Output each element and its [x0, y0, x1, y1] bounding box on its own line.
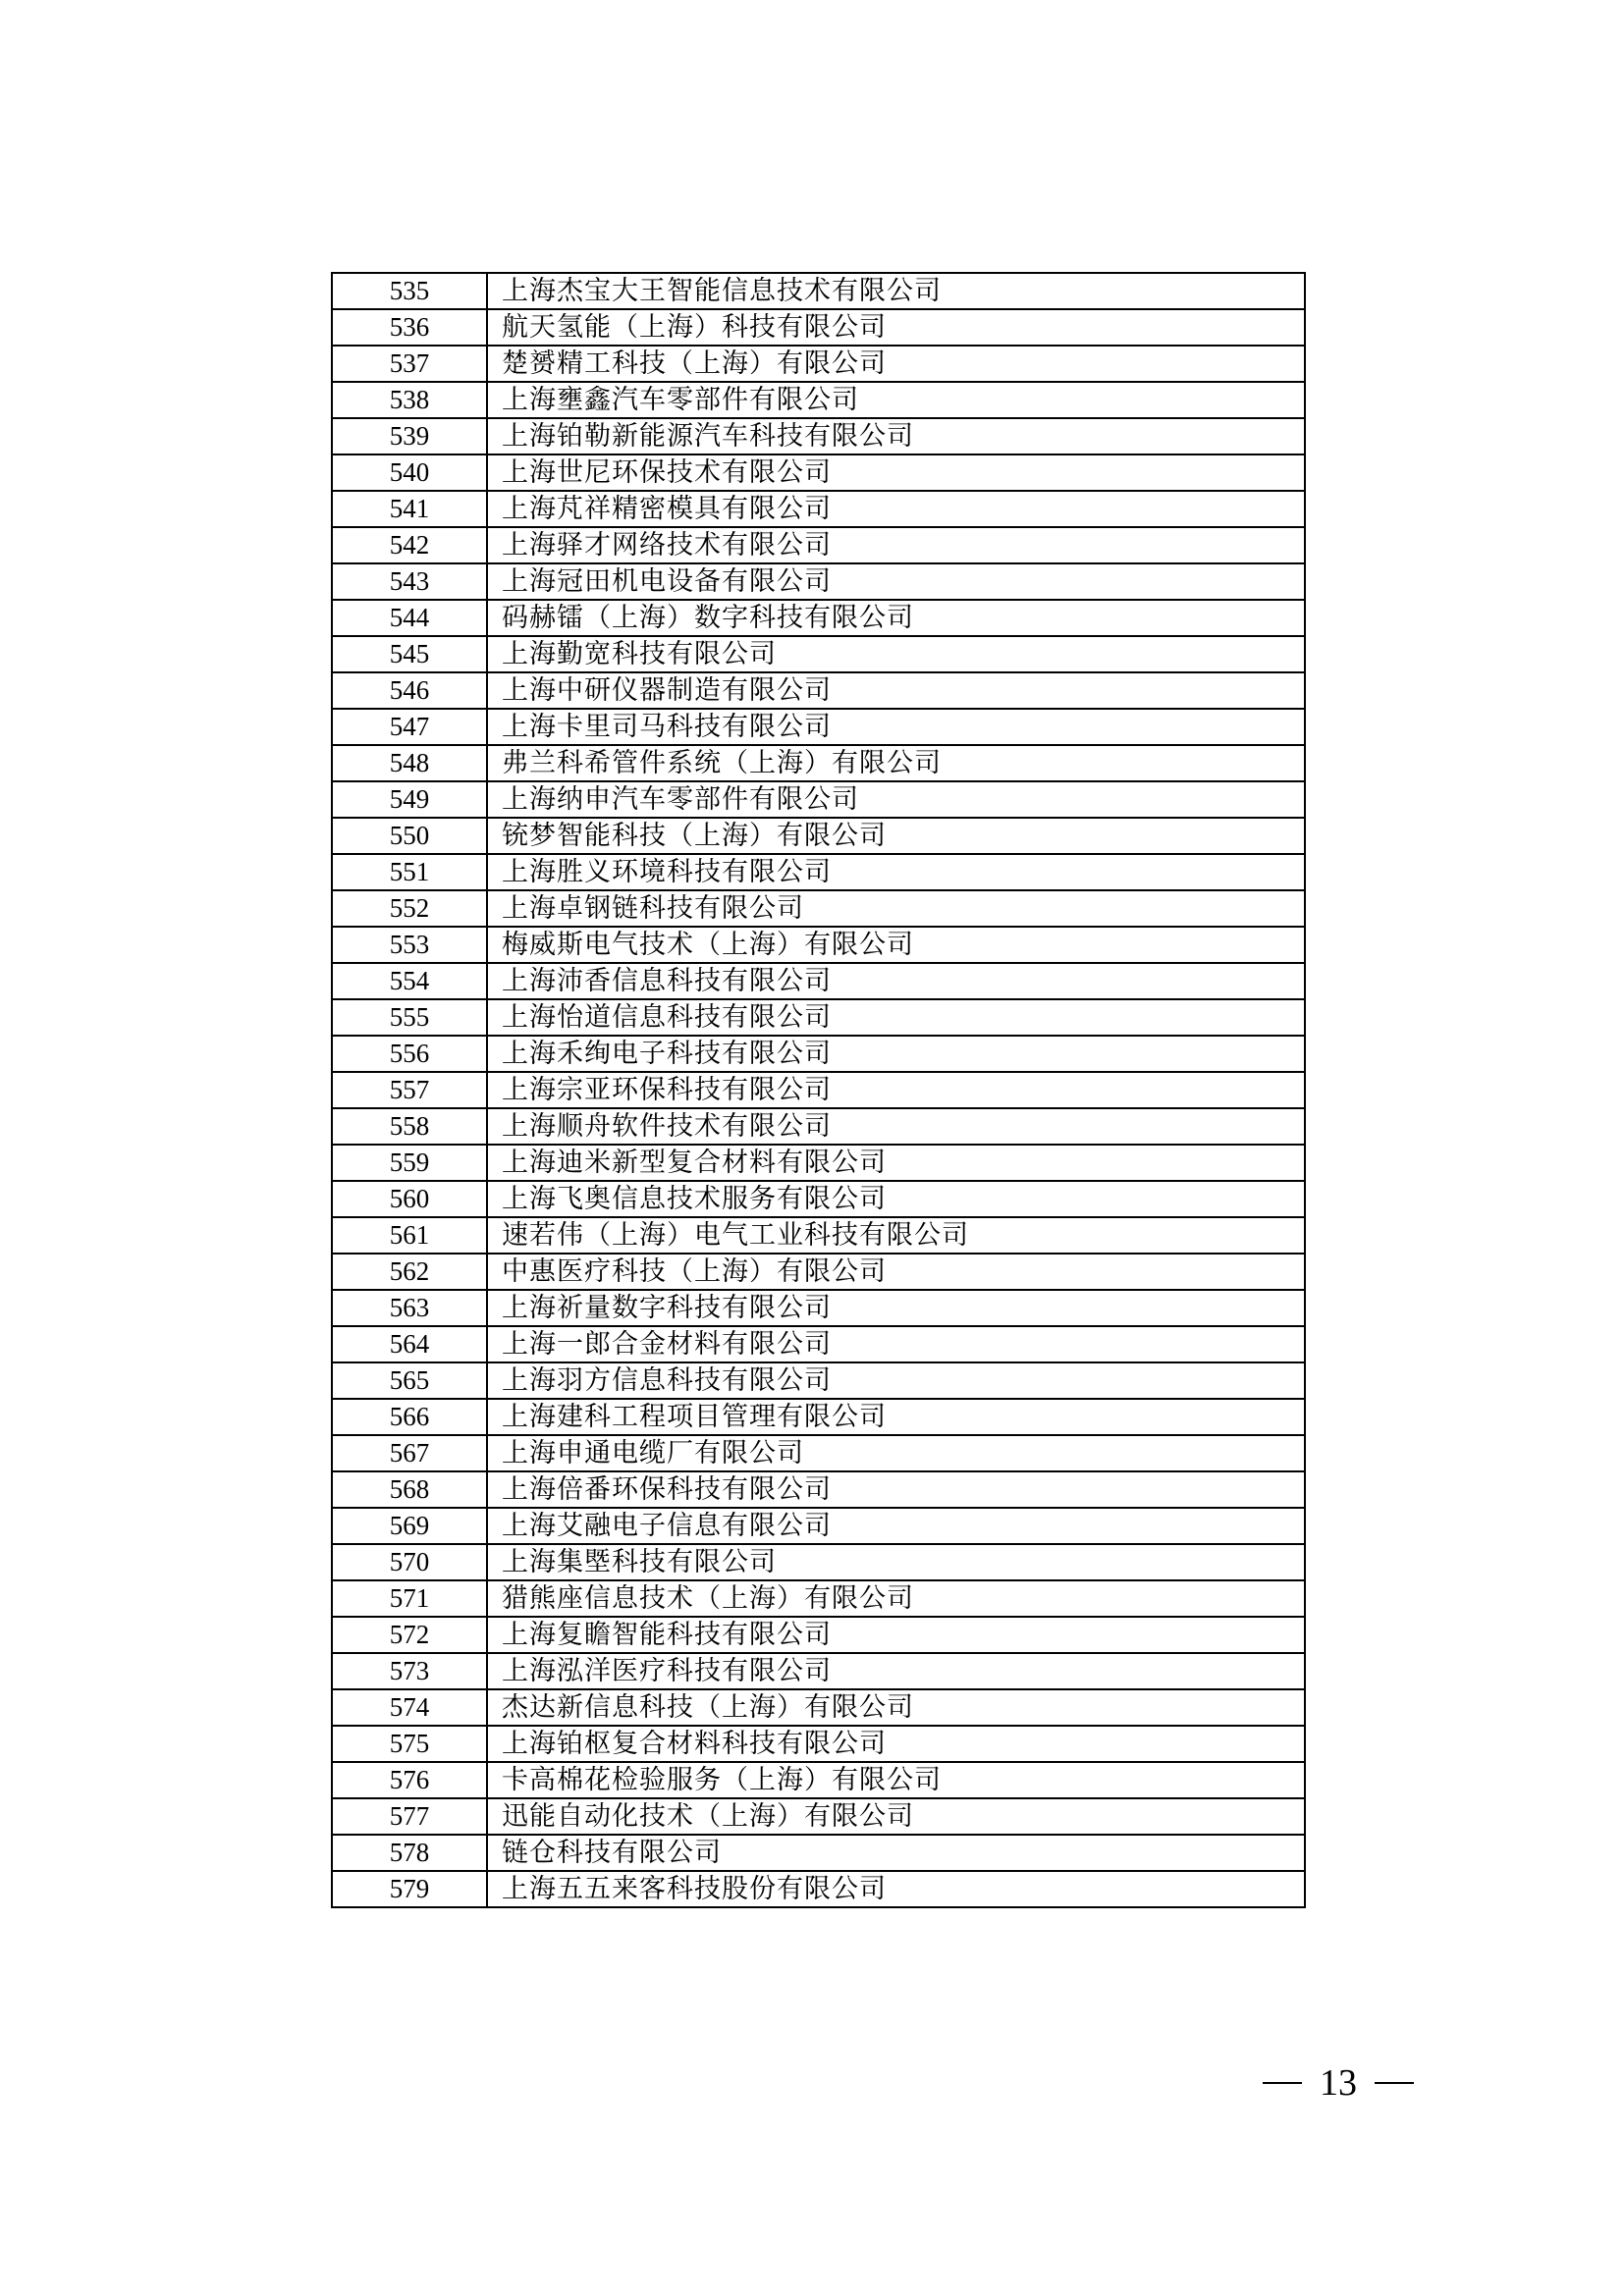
table-row [332, 1471, 1305, 1508]
table-row [332, 563, 1305, 600]
row-number-cell: 557 [332, 1072, 487, 1108]
company-name-cell: 上海铂枢复合材料科技有限公司 [487, 1726, 1305, 1762]
row-number-cell: 552 [332, 890, 487, 927]
table-row [332, 527, 1305, 563]
row-number-cell: 537 [332, 346, 487, 382]
row-number-cell: 560 [332, 1181, 487, 1217]
table-row [332, 636, 1305, 672]
page-number-footer [1263, 2059, 1414, 2107]
row-number-cell: 535 [332, 273, 487, 309]
company-name-cell: 上海羽方信息科技有限公司 [487, 1362, 1305, 1399]
row-number-cell: 538 [332, 382, 487, 418]
table-row [332, 1399, 1305, 1435]
table-row [332, 1362, 1305, 1399]
table-row [332, 1217, 1305, 1254]
company-name-cell: 上海建科工程项目管理有限公司 [487, 1399, 1305, 1435]
company-name-cell: 弗兰科希管件系统（上海）有限公司 [487, 745, 1305, 781]
table-row [332, 1181, 1305, 1217]
row-number-cell: 567 [332, 1435, 487, 1471]
company-name-cell: 上海飞奥信息技术服务有限公司 [487, 1181, 1305, 1217]
table-row [332, 418, 1305, 454]
company-name-cell: 上海勤宽科技有限公司 [487, 636, 1305, 672]
row-number-cell: 562 [332, 1254, 487, 1290]
row-number-cell: 553 [332, 927, 487, 963]
table-row [332, 818, 1305, 854]
table-row [332, 1036, 1305, 1072]
table-row [332, 1617, 1305, 1653]
company-name-cell: 上海驿才网络技术有限公司 [487, 527, 1305, 563]
row-number-cell: 550 [332, 818, 487, 854]
table-row [332, 1762, 1305, 1798]
row-number-cell: 561 [332, 1217, 487, 1254]
table-row [332, 1653, 1305, 1689]
table-row [332, 890, 1305, 927]
company-name-cell: 上海壅鑫汽车零部件有限公司 [487, 382, 1305, 418]
table-row [332, 963, 1305, 999]
row-number-cell: 579 [332, 1871, 487, 1907]
company-name-cell: 上海杰宝大王智能信息技术有限公司 [487, 273, 1305, 309]
company-list-body [332, 273, 1305, 1907]
company-name-cell: 上海芃祥精密模具有限公司 [487, 491, 1305, 527]
company-name-cell: 上海集塈科技有限公司 [487, 1544, 1305, 1580]
company-name-cell: 上海宗亚环保科技有限公司 [487, 1072, 1305, 1108]
row-number-cell: 568 [332, 1471, 487, 1508]
row-number-cell: 543 [332, 563, 487, 600]
company-name-cell: 中惠医疗科技（上海）有限公司 [487, 1254, 1305, 1290]
table-row [332, 1580, 1305, 1617]
table-row [332, 672, 1305, 709]
company-name-cell: 航天氢能（上海）科技有限公司 [487, 309, 1305, 346]
row-number-cell: 576 [332, 1762, 487, 1798]
page-number-right-dash [1375, 2082, 1414, 2084]
table-row [332, 854, 1305, 890]
company-name-cell: 上海泓洋医疗科技有限公司 [487, 1653, 1305, 1689]
table-row [332, 781, 1305, 818]
table-row [332, 1726, 1305, 1762]
table-row [332, 1254, 1305, 1290]
row-number-cell: 554 [332, 963, 487, 999]
row-number-cell: 572 [332, 1617, 487, 1653]
row-number-cell: 544 [332, 600, 487, 636]
row-number-cell: 556 [332, 1036, 487, 1072]
row-number-cell: 573 [332, 1653, 487, 1689]
company-name-cell: 上海卡里司马科技有限公司 [487, 709, 1305, 745]
table-row [332, 1290, 1305, 1326]
row-number-cell: 566 [332, 1399, 487, 1435]
row-number-cell: 555 [332, 999, 487, 1036]
row-number-cell: 569 [332, 1508, 487, 1544]
row-number-cell: 548 [332, 745, 487, 781]
company-name-cell: 迅能自动化技术（上海）有限公司 [487, 1798, 1305, 1835]
company-name-cell: 杰达新信息科技（上海）有限公司 [487, 1689, 1305, 1726]
row-number-cell: 574 [332, 1689, 487, 1726]
row-number-cell: 575 [332, 1726, 487, 1762]
page-number: 13 [1320, 2062, 1357, 2104]
row-number-cell: 541 [332, 491, 487, 527]
company-name-cell: 楚赟精工科技（上海）有限公司 [487, 346, 1305, 382]
table-row [332, 1871, 1305, 1907]
table-row [332, 1835, 1305, 1871]
company-name-cell: 上海胜义环境科技有限公司 [487, 854, 1305, 890]
company-name-cell: 码赫镭（上海）数字科技有限公司 [487, 600, 1305, 636]
row-number-cell: 540 [332, 454, 487, 491]
row-number-cell: 539 [332, 418, 487, 454]
table-row [332, 1145, 1305, 1181]
company-name-cell: 上海复瞻智能科技有限公司 [487, 1617, 1305, 1653]
table-row [332, 1689, 1305, 1726]
company-name-cell: 上海申通电缆厂有限公司 [487, 1435, 1305, 1471]
row-number-cell: 577 [332, 1798, 487, 1835]
table-row [332, 454, 1305, 491]
table-row [332, 600, 1305, 636]
company-name-cell: 上海中研仪器制造有限公司 [487, 672, 1305, 709]
table-row [332, 1544, 1305, 1580]
table-row [332, 1326, 1305, 1362]
company-name-cell: 上海五五来客科技股份有限公司 [487, 1871, 1305, 1907]
company-name-cell: 上海倍番环保科技有限公司 [487, 1471, 1305, 1508]
company-name-cell: 上海祈量数字科技有限公司 [487, 1290, 1305, 1326]
company-name-cell: 上海一郎合金材料有限公司 [487, 1326, 1305, 1362]
company-name-cell: 上海怡道信息科技有限公司 [487, 999, 1305, 1036]
table-row [332, 273, 1305, 309]
table-row [332, 309, 1305, 346]
page-number-left-dash [1263, 2082, 1302, 2084]
company-name-cell: 上海冠田机电设备有限公司 [487, 563, 1305, 600]
company-name-cell: 铳梦智能科技（上海）有限公司 [487, 818, 1305, 854]
row-number-cell: 551 [332, 854, 487, 890]
table-row [332, 1072, 1305, 1108]
row-number-cell: 563 [332, 1290, 487, 1326]
company-name-cell: 卡高棉花检验服务（上海）有限公司 [487, 1762, 1305, 1798]
row-number-cell: 547 [332, 709, 487, 745]
company-name-cell: 上海纳申汽车零部件有限公司 [487, 781, 1305, 818]
company-name-cell: 上海迪米新型复合材料有限公司 [487, 1145, 1305, 1181]
row-number-cell: 545 [332, 636, 487, 672]
row-number-cell: 570 [332, 1544, 487, 1580]
company-name-cell: 猎熊座信息技术（上海）有限公司 [487, 1580, 1305, 1617]
table-row [332, 745, 1305, 781]
company-name-cell: 上海卓钢链科技有限公司 [487, 890, 1305, 927]
company-name-cell: 梅威斯电气技术（上海）有限公司 [487, 927, 1305, 963]
company-name-cell: 速若伟（上海）电气工业科技有限公司 [487, 1217, 1305, 1254]
company-name-cell: 上海沛香信息科技有限公司 [487, 963, 1305, 999]
table-row [332, 1798, 1305, 1835]
company-name-cell: 链仓科技有限公司 [487, 1835, 1305, 1871]
row-number-cell: 565 [332, 1362, 487, 1399]
company-name-cell: 上海艾融电子信息有限公司 [487, 1508, 1305, 1544]
table-row [332, 382, 1305, 418]
company-name-cell: 上海顺舟软件技术有限公司 [487, 1108, 1305, 1145]
row-number-cell: 559 [332, 1145, 487, 1181]
row-number-cell: 542 [332, 527, 487, 563]
table-row [332, 346, 1305, 382]
table-row [332, 927, 1305, 963]
table-row [332, 1508, 1305, 1544]
table-row [332, 1435, 1305, 1471]
table-row [332, 999, 1305, 1036]
row-number-cell: 564 [332, 1326, 487, 1362]
row-number-cell: 549 [332, 781, 487, 818]
company-name-cell: 上海世尼环保技术有限公司 [487, 454, 1305, 491]
company-list-table [331, 272, 1306, 1908]
table-row [332, 709, 1305, 745]
row-number-cell: 571 [332, 1580, 487, 1617]
row-number-cell: 578 [332, 1835, 487, 1871]
table-row [332, 1108, 1305, 1145]
company-name-cell: 上海禾绚电子科技有限公司 [487, 1036, 1305, 1072]
row-number-cell: 536 [332, 309, 487, 346]
row-number-cell: 558 [332, 1108, 487, 1145]
company-name-cell: 上海铂勒新能源汽车科技有限公司 [487, 418, 1305, 454]
table-row [332, 491, 1305, 527]
row-number-cell: 546 [332, 672, 487, 709]
